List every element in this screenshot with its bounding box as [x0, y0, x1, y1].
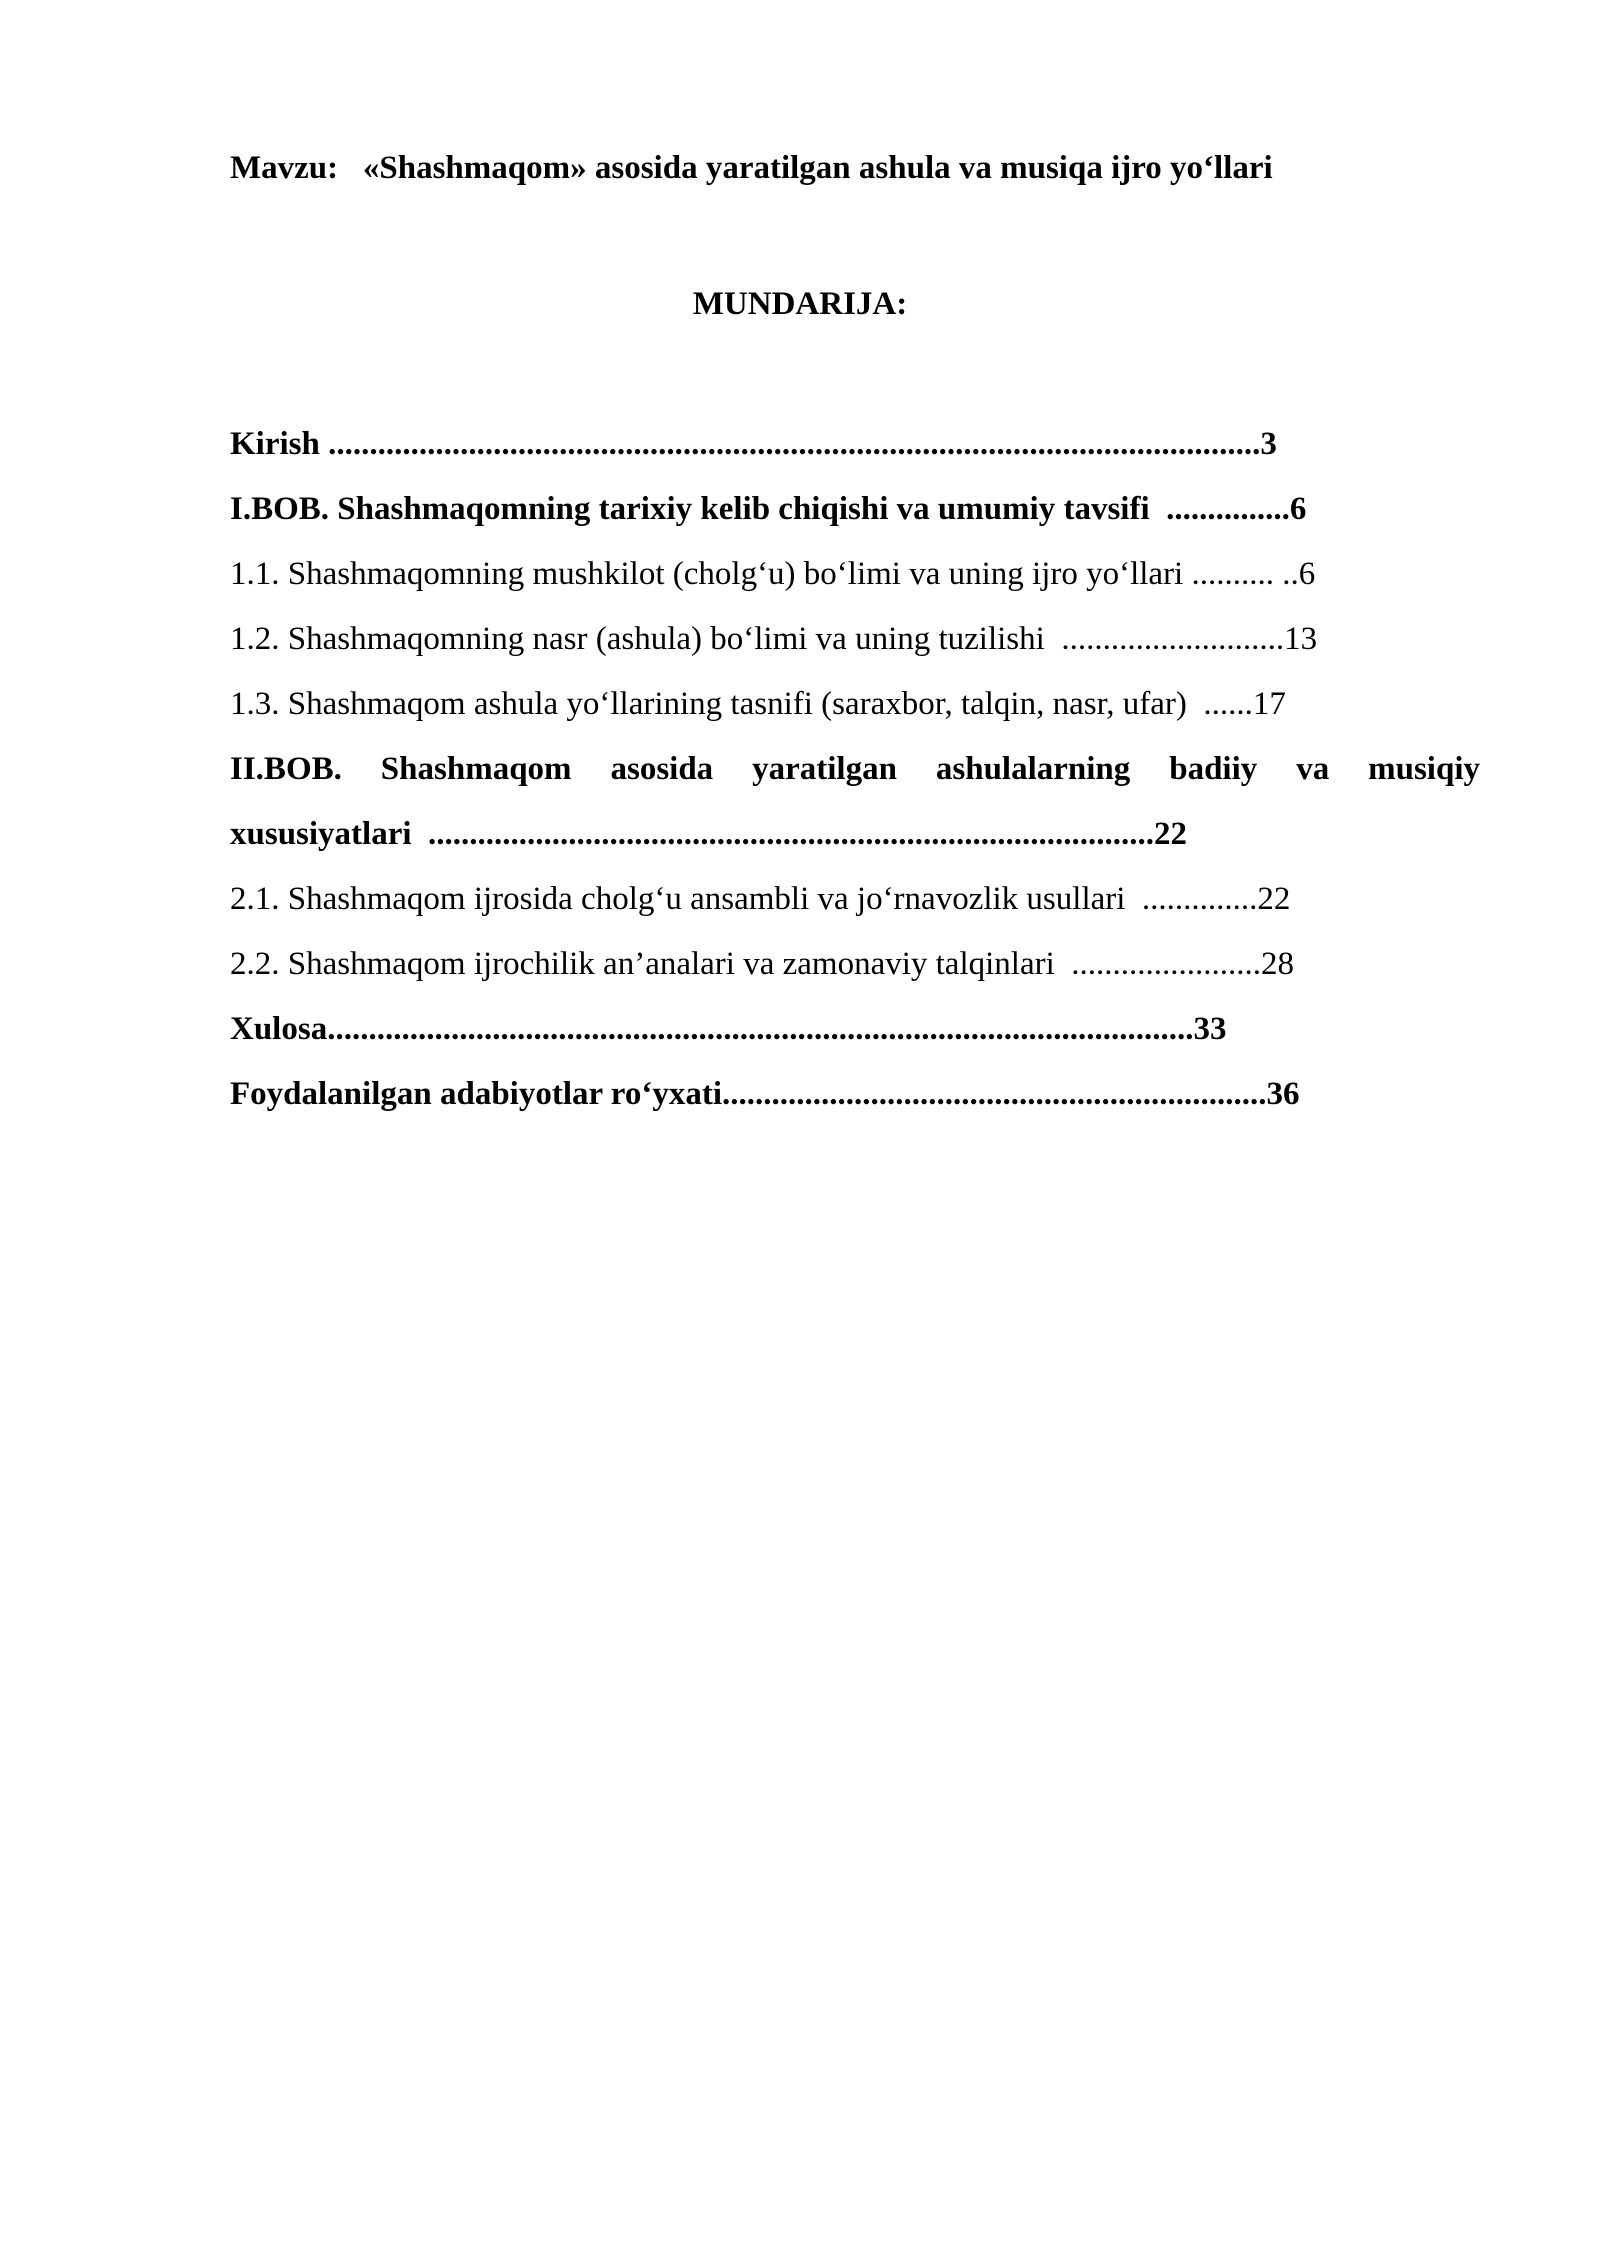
toc-entry-kirish: Kirish .................................................................................................................3: [230, 426, 1277, 462]
topic-title: Mavzu: «Shashmaqom» asosida yaratilgan ashula va musiqa ijro yo‘llari: [230, 150, 1273, 186]
toc-entry-chapter-2-continued: xususiyatlari ........................................................................................22: [230, 816, 1188, 852]
toc-entry-section-1-3: 1.3. Shashmaqom ashula yo‘llarining tasnifi (saraxbor, talqin, nasr, ufar) ......17: [230, 686, 1286, 722]
table-of-contents: [230, 412, 1480, 1127]
toc-entry-chapter-2: II.BOB. Shashmaqom asosida yaratilgan ashulalarning badiiy va musiqiy: [230, 751, 1480, 787]
toc-entry-section-1-1: 1.1. Shashmaqomning mushkilot (cholg‘u) bo‘limi va uning ijro yo‘llari .......... ..6: [230, 556, 1316, 592]
toc-entry-section-1-2: 1.2. Shashmaqomning nasr (ashula) bo‘limi va uning tuzilishi ...........................13: [230, 621, 1318, 657]
toc-entry-references: Foydalanilgan adabiyotlar ro‘yxati..................................................................36: [230, 1076, 1300, 1112]
toc-entry-chapter-1: I.BOB. Shashmaqomning tarixiy kelib chiqishi va umumiy tavsifi ...............6: [230, 491, 1307, 527]
toc-entry-section-2-1: 2.1. Shashmaqom ijrosida cholg‘u ansambli va jo‘rnavozlik usullari ..............22: [230, 881, 1291, 917]
toc-entry-xulosa: Xulosa.........................................................................................................33: [230, 1011, 1227, 1047]
contents-heading: MUNDARIJA:: [692, 286, 908, 322]
toc-entry-section-2-2: 2.2. Shashmaqom ijrochilik an’analari va zamonaviy talqinlari .......................28: [230, 946, 1295, 982]
